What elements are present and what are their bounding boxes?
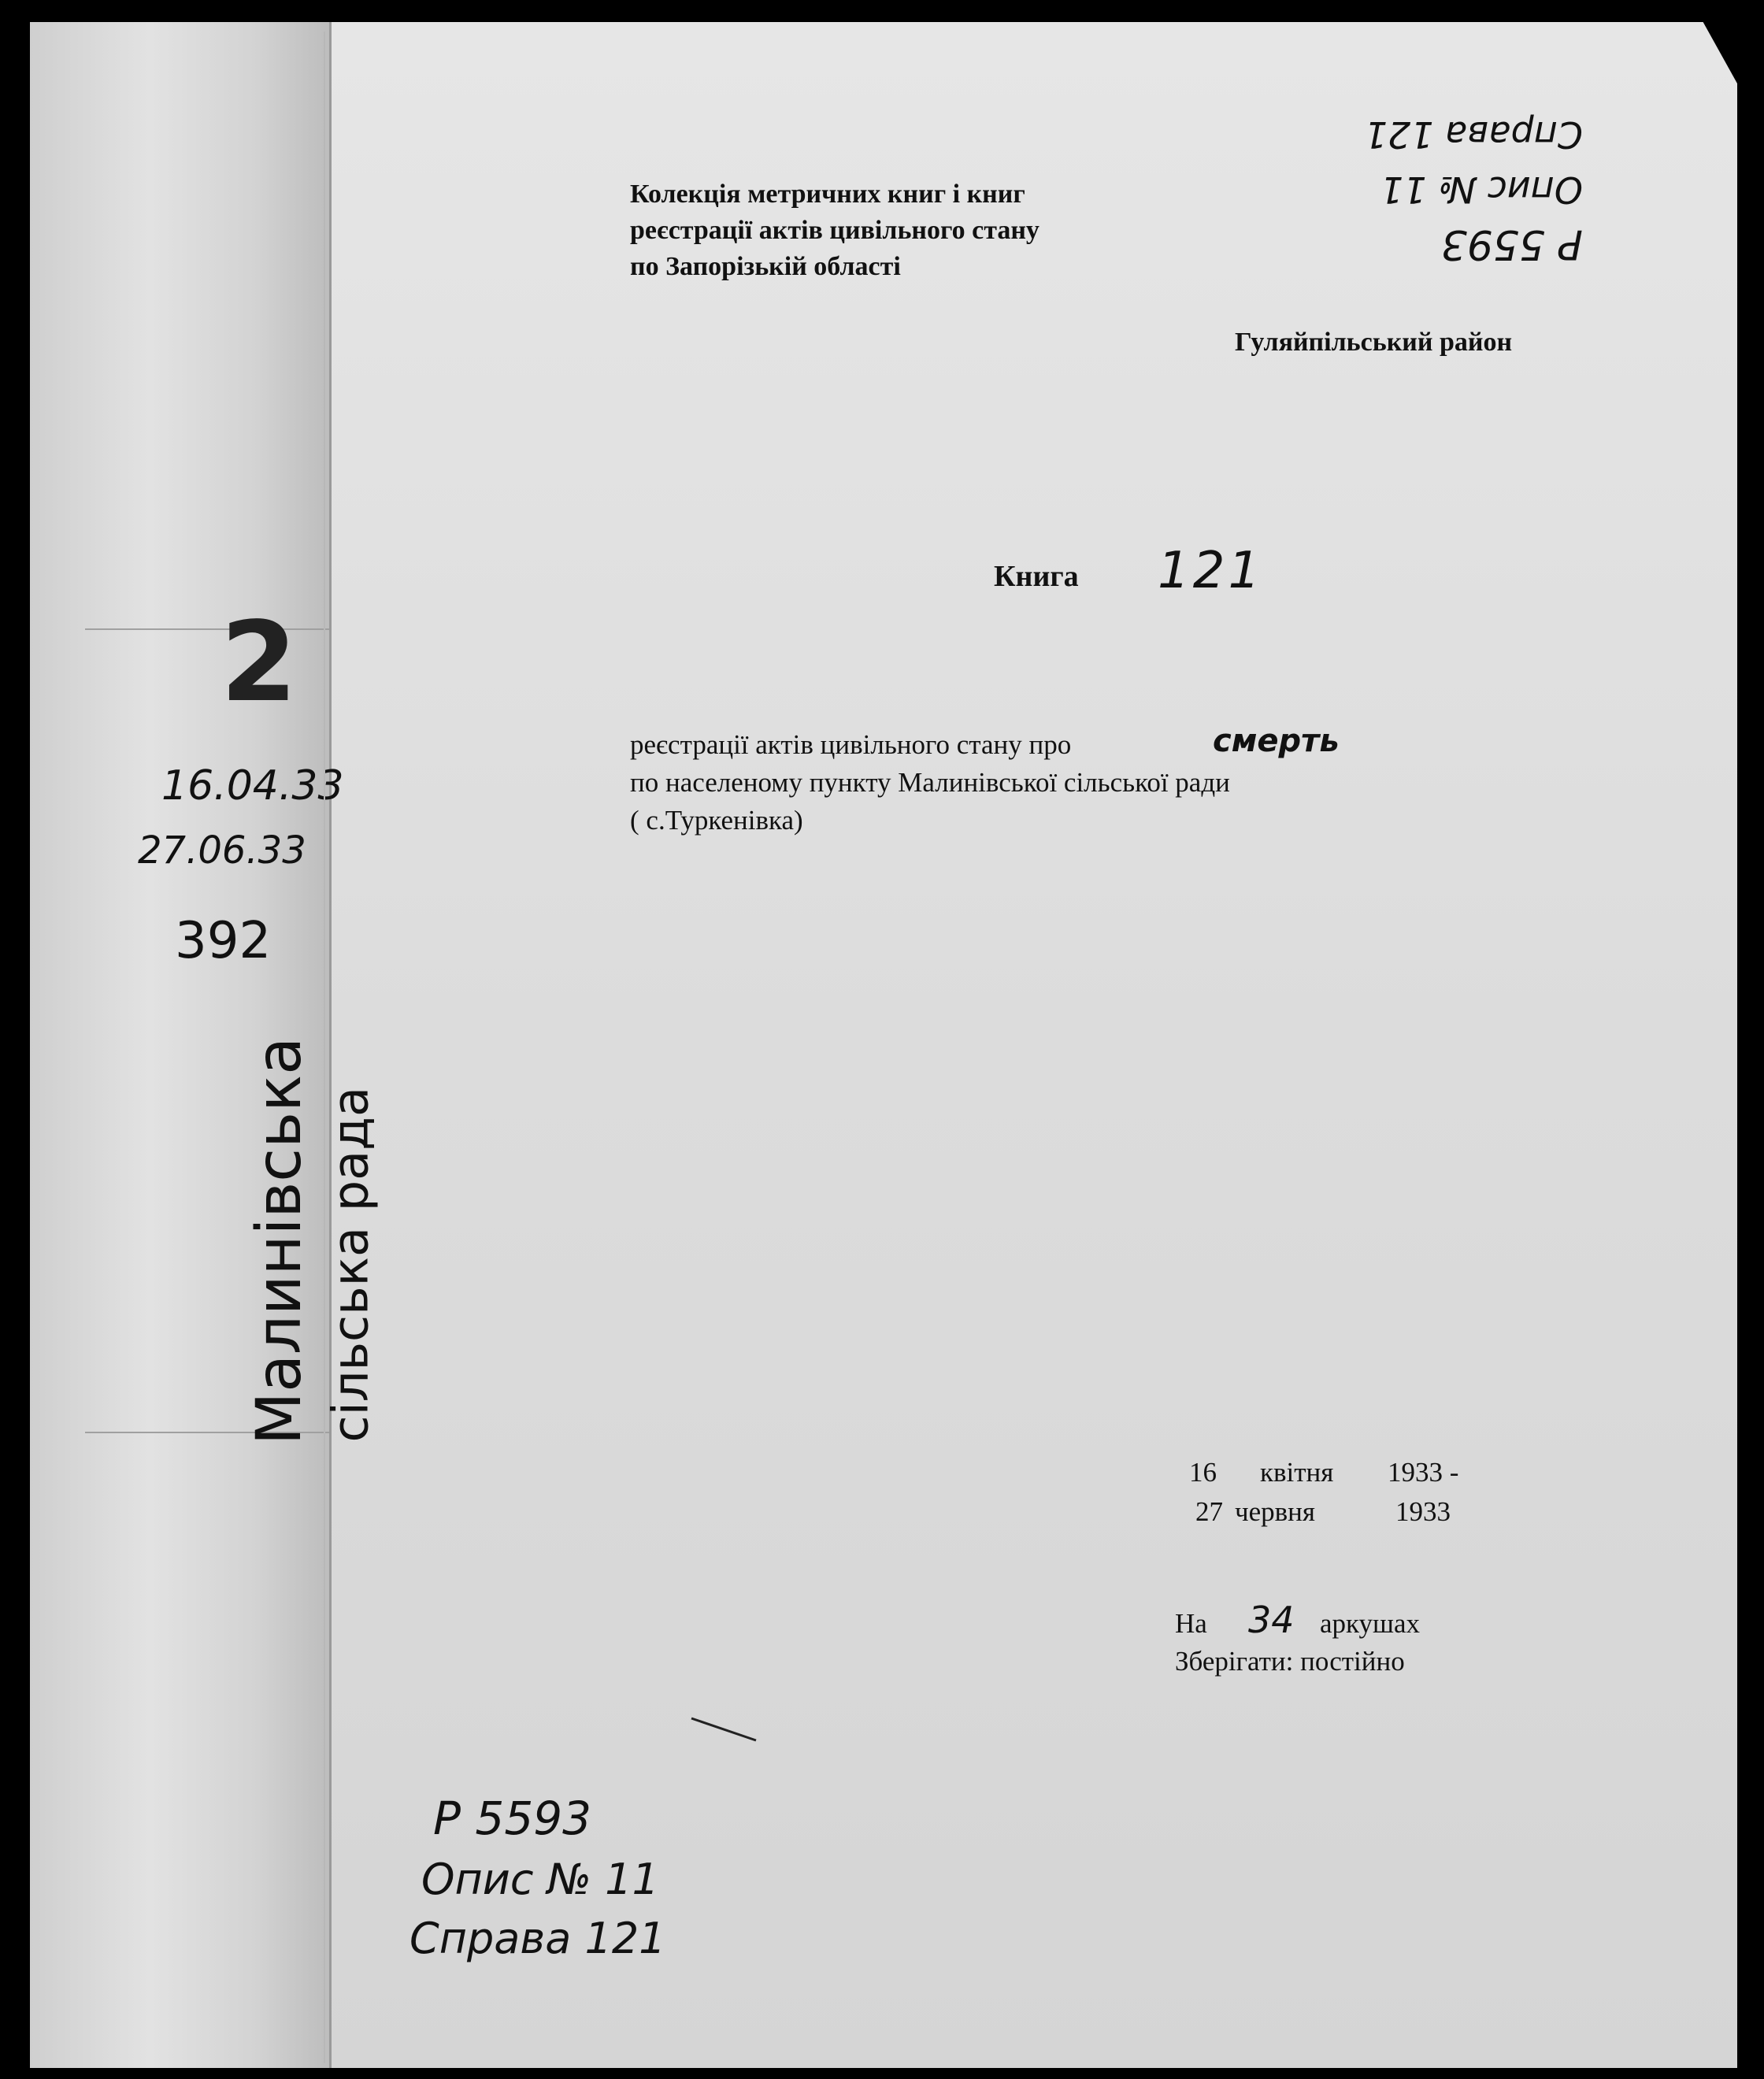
record-type-handwritten: смерть	[1213, 723, 1340, 759]
spine-council-line-1: Малинівська	[244, 1036, 315, 1445]
spine-numeral: 2	[220, 598, 298, 727]
storage-term: Зберігати: постійно	[1175, 1646, 1405, 1677]
sheets-suffix: аркушах	[1320, 1608, 1421, 1639]
bottom-file-number: Справа 121	[410, 1914, 666, 1963]
book-number-handwritten: 121	[1158, 542, 1264, 600]
spine-council-line-2: сільська рада	[321, 1087, 380, 1443]
date-to-year: 1933	[1395, 1496, 1451, 1527]
date-from-month: квітня	[1260, 1457, 1334, 1488]
date-from-day: 16	[1189, 1457, 1217, 1488]
sheets-count-handwritten: 34	[1248, 1599, 1295, 1641]
spine-date-from: 16.04.33	[161, 762, 344, 810]
spine-date-to: 27.06.33	[138, 828, 306, 873]
subject-line-1: реєстрації актів цивільного стану про	[630, 729, 1072, 760]
bottom-inventory-number: Опис № 11	[421, 1855, 659, 1904]
sheets-prefix: На	[1175, 1608, 1207, 1639]
date-from-year: 1933 -	[1388, 1457, 1459, 1488]
collection-title-line-3: по Запорізькій області	[630, 252, 901, 281]
bottom-fund-number: Р 5593	[433, 1792, 592, 1845]
corner-file-number: Справа 121	[1364, 113, 1583, 156]
spine-number: 392	[175, 912, 272, 970]
corner-handwritten-note	[1354, 87, 1591, 268]
subject-line-3: ( с.Туркенівка)	[630, 805, 803, 836]
collection-title-line-2: реєстрації актів цивільного стану	[630, 216, 1040, 245]
date-to-day: 27	[1195, 1496, 1223, 1527]
spine-council-name	[154, 1016, 380, 1488]
corner-fund-number: Р 5593	[1440, 220, 1583, 268]
corner-inventory-number: Опис № 11	[1380, 169, 1583, 211]
collection-title-line-1: Колекція метричних книг і книг	[630, 180, 1025, 209]
date-to-month: червня	[1235, 1496, 1315, 1527]
subject-line-2: по населеному пункту Малинівської сільської ради	[630, 767, 1230, 798]
book-label: Книга	[994, 560, 1079, 593]
district-label: Гуляйпільський район	[1235, 328, 1513, 357]
